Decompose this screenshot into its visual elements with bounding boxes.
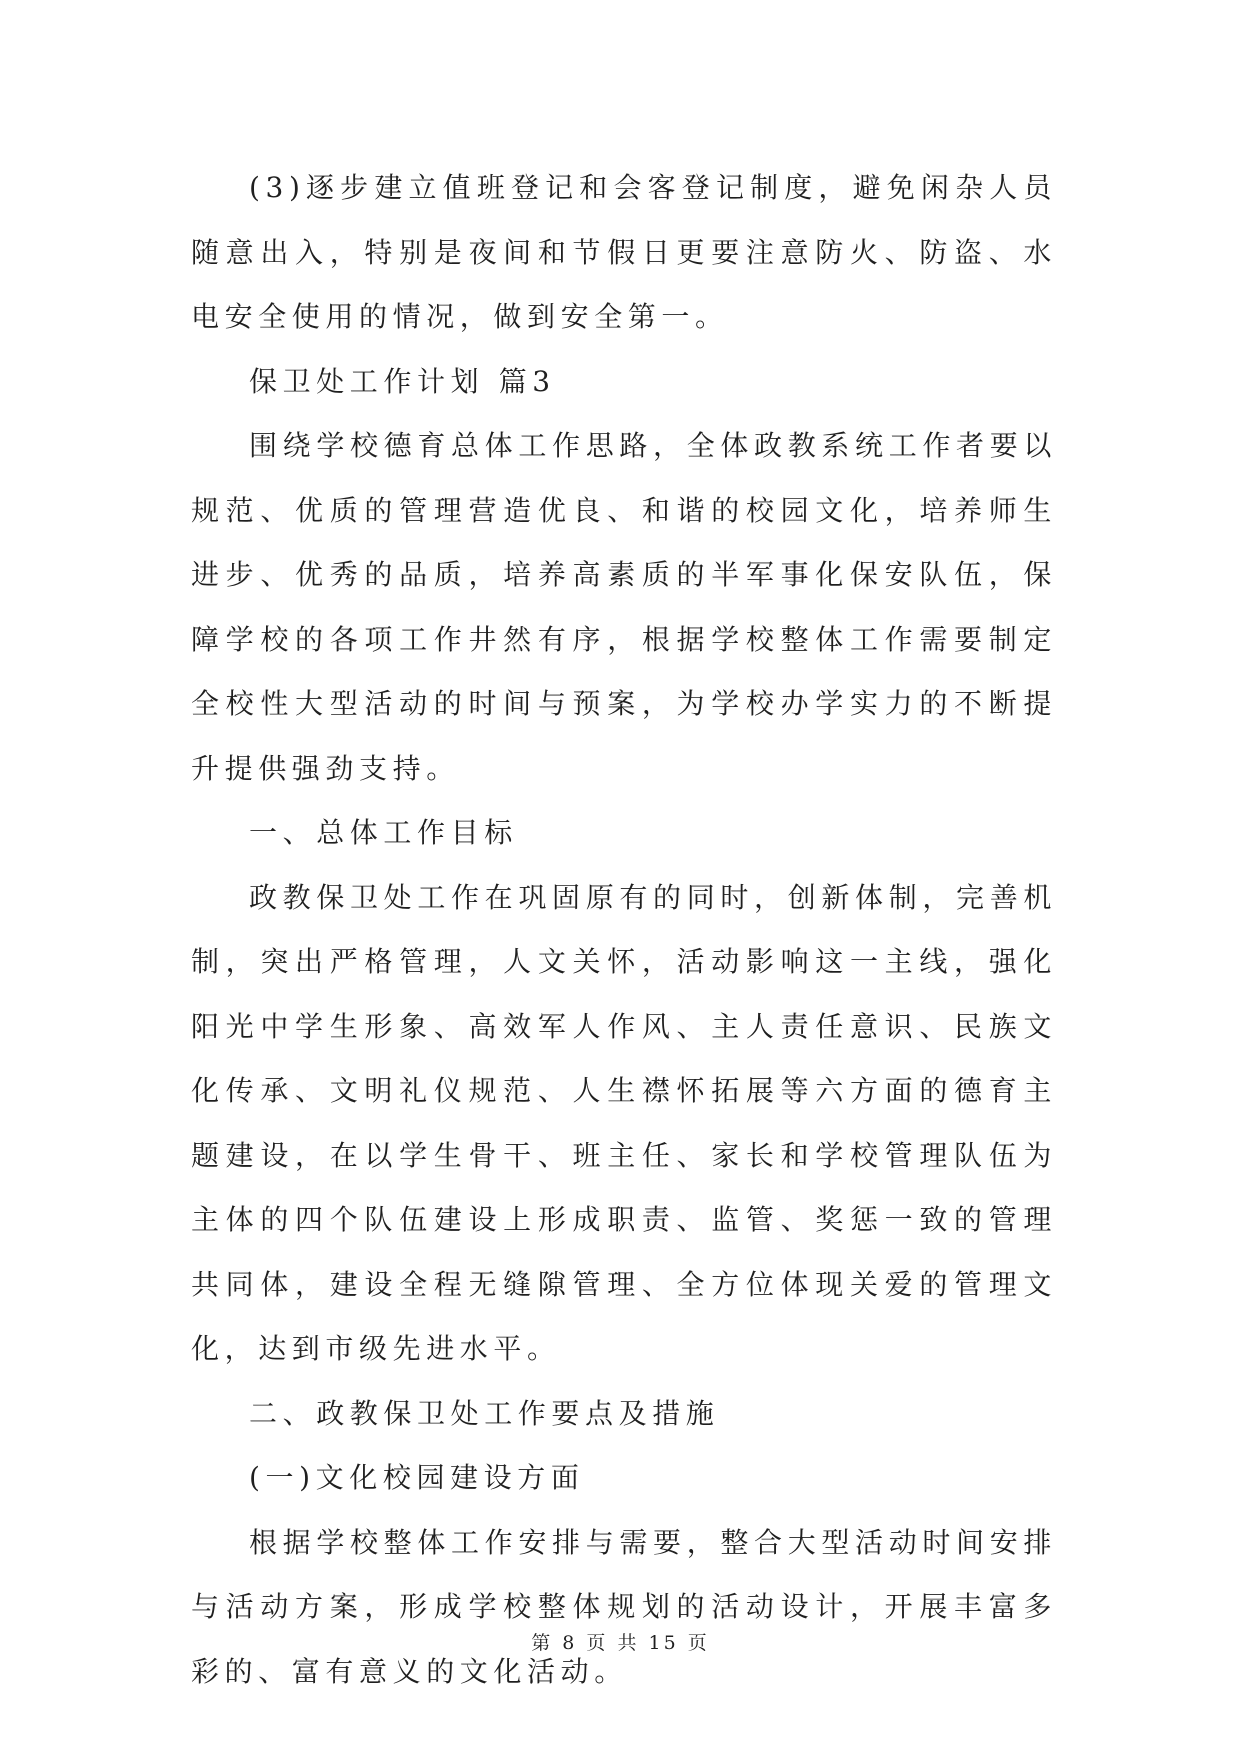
heading-overall-goals: 一、总体工作目标 [249,816,518,849]
document-body [191,156,1057,1704]
paragraph-duty-registration: (3)逐步建立值班登记和会客登记制度，避免闲杂人员随意出入，特别是夜间和节假日更要注意防火、防盗、水电安全使用的情况，做到安全第一。 [191,171,1057,333]
section-heading-plan-3: 保卫处工作计划 篇3 [249,364,556,398]
heading-key-points: 二、政教保卫处工作要点及措施 [249,1396,720,1430]
paragraph-overall-goals: 政教保卫处工作在巩固原有的同时，创新体制，完善机制，突出严格管理，人文关怀，活动影响这一主线，强化阳光中学生形象、高效军人作风、主人责任意识、民族文化传承、文明礼仪规范、人生襟怀拓展等六方面的德育主题建设，在以学生骨干、班主任、家长和学校管理队伍为主体的四个队伍建设上形成职责、监管、奖惩一致的管理共同体，建设全程无缝隙管理、全方位体现关爱的管理文化，达到市级先进水平。 [191,880,1057,1365]
paragraph-campus-culture: 根据学校整体工作安排与需要，整合大型活动时间安排与活动方案，形成学校整体规划的活动设计，开展丰富多彩的、富有意义的文化活动。 [191,1525,1057,1688]
subheading-campus-culture: (一)文化校园建设方面 [249,1461,585,1494]
page-number-label: 第 8 页 共 15 页 [531,1632,710,1654]
page-footer [0,1628,1241,1655]
paragraph-moral-education-intro: 围绕学校德育总体工作思路，全体政教系统工作者要以规范、优质的管理营造优良、和谐的校园文化，培养师生进步、优秀的品质，培养高素质的半军事化保安队伍，保障学校的各项工作井然有序，根据学校整体工作需要制定全校性大型活动的时间与预案，为学校办学实力的不断提升提供强劲支持。 [191,429,1057,785]
